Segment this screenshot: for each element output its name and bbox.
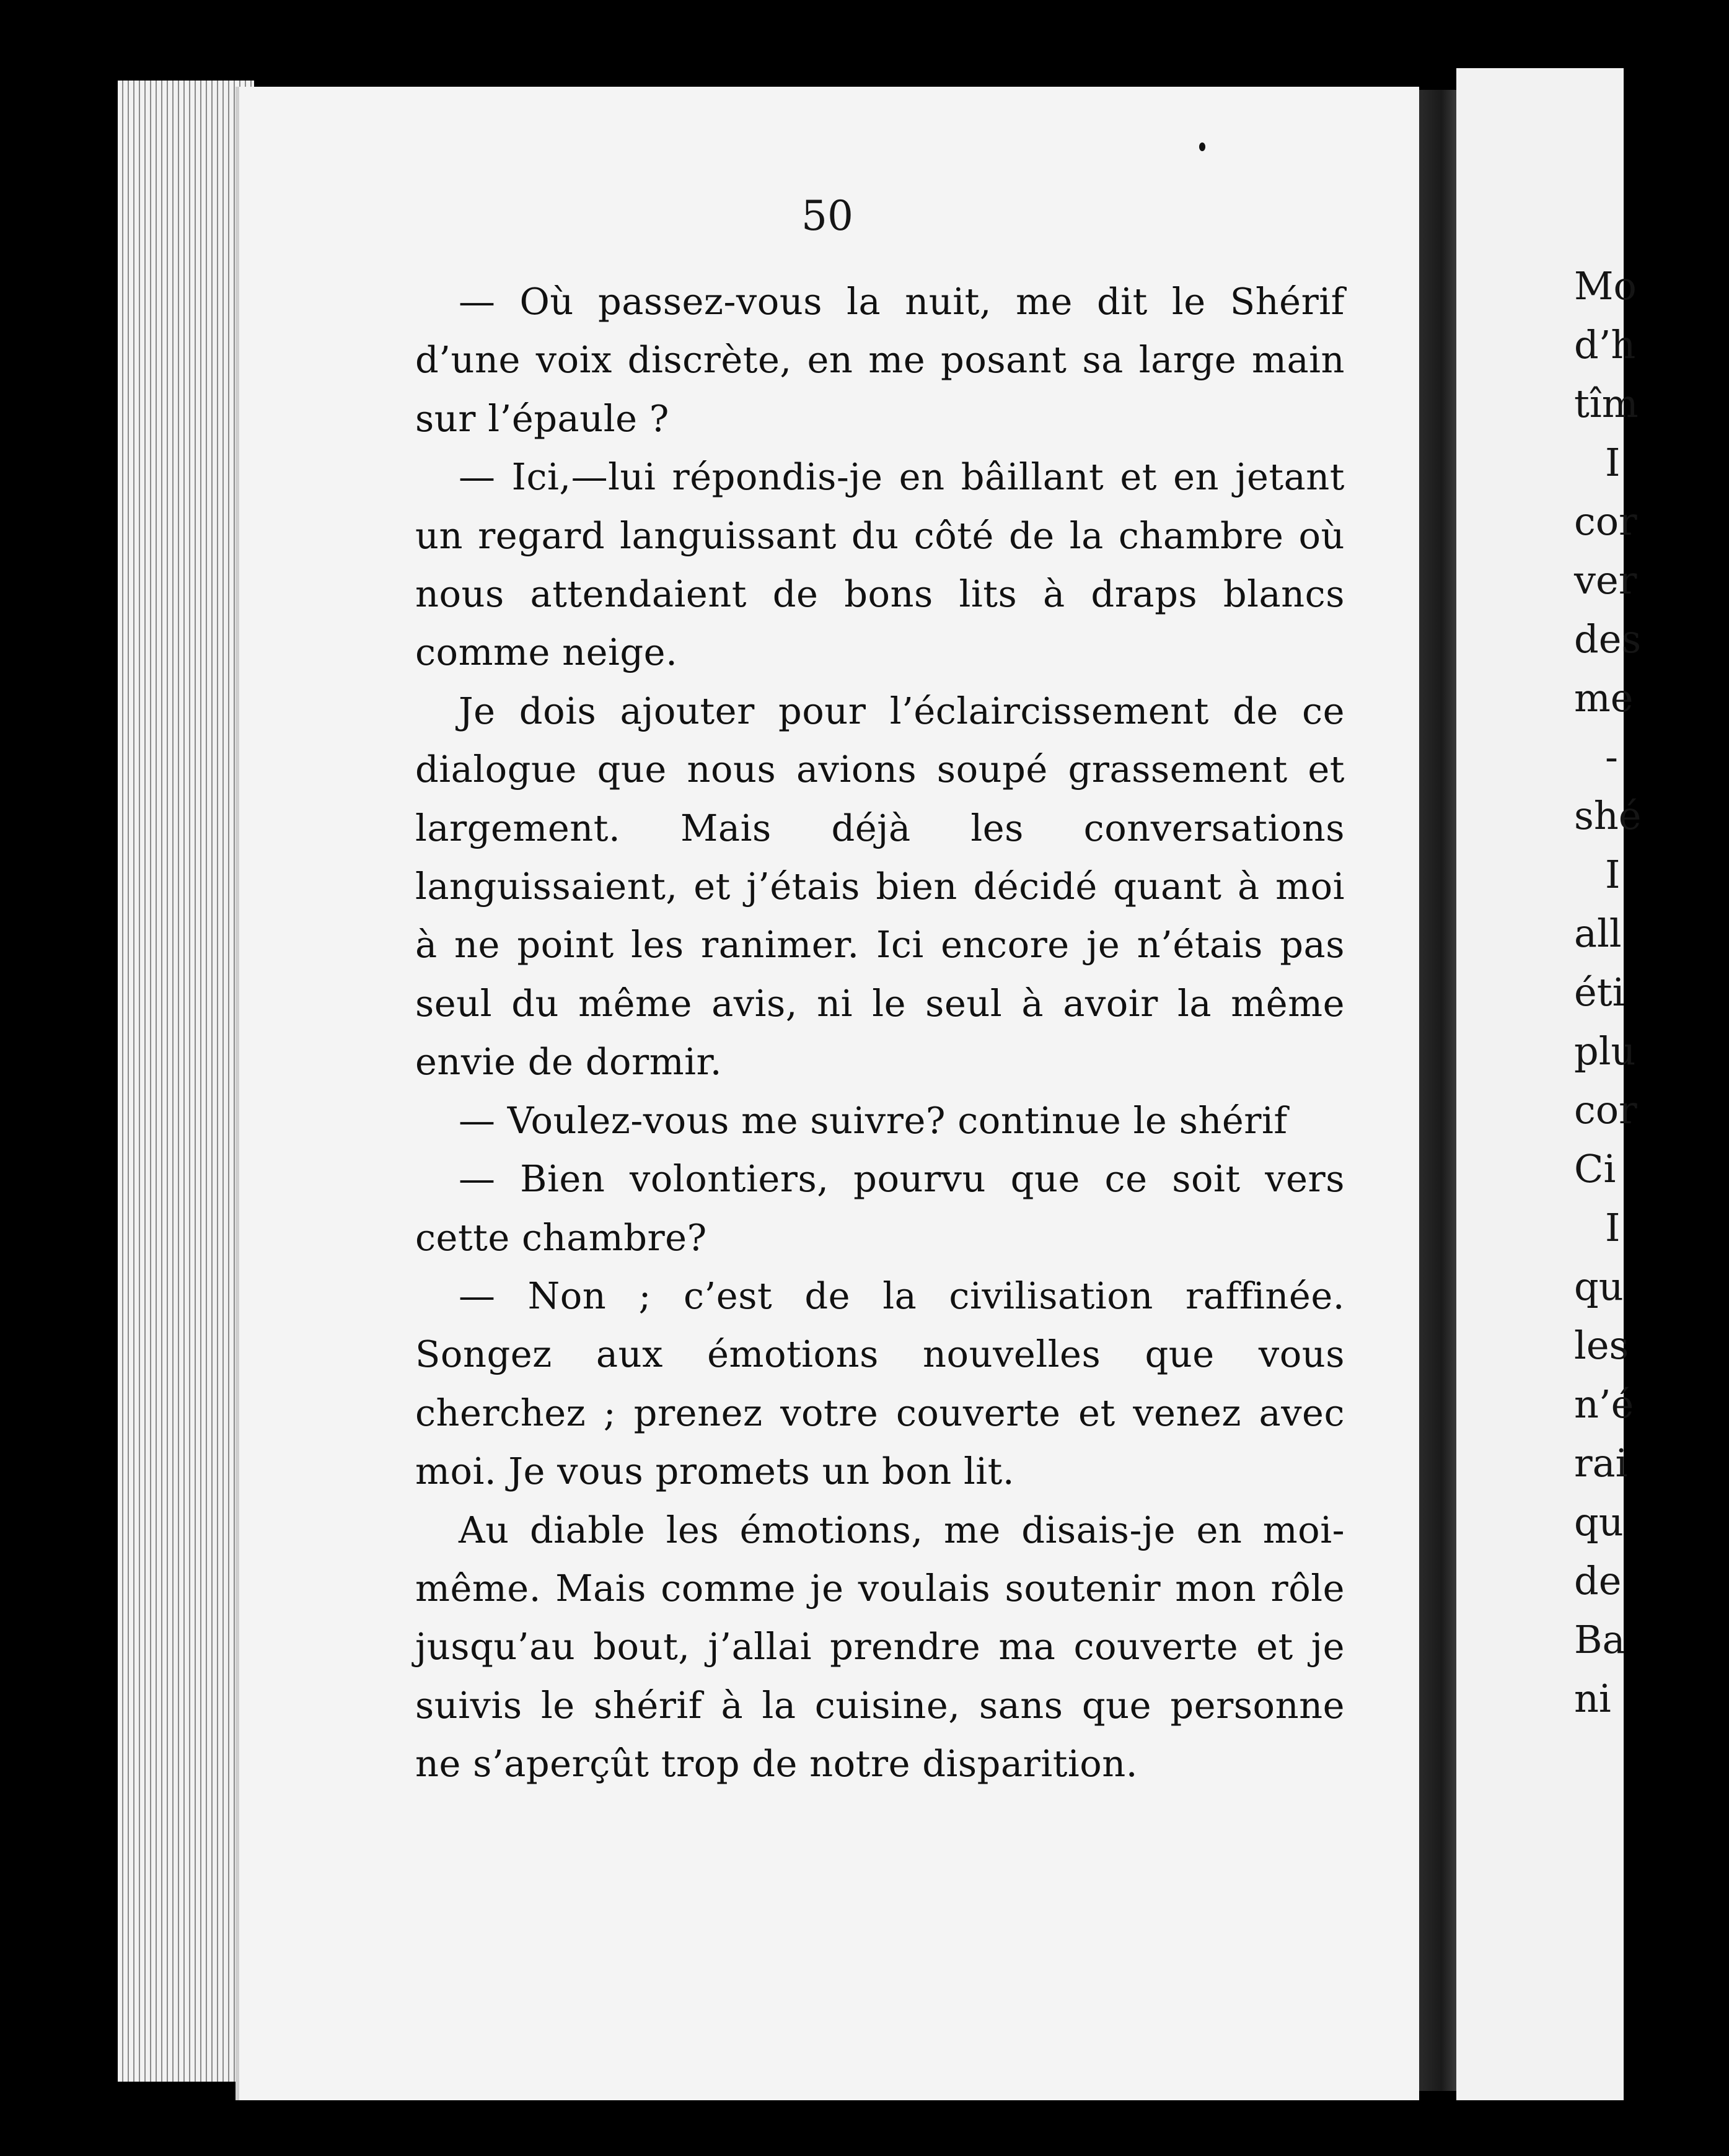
ink-speck [1199,142,1205,151]
paragraph: — Ici,—lui répondis-je en bâillant et en jetant un regard languissant du côté de la chambre où nous attendaient de bons lits à draps blancs comme neige. [415,455,1345,674]
next-page-line: I [1605,1205,1621,1250]
next-page-line: all [1574,911,1622,956]
next-page-line: me [1574,675,1634,721]
next-page-line: qu [1574,1264,1624,1309]
next-page-line: I [1605,440,1621,485]
paragraph: — Non ; c’est de la civilisation raffinée. Songez aux émotions nouvelles que vous cherchez ; prenez votre couverte et venez avec moi. Je vous promets un bon lit. [415,1274,1345,1493]
book-gutter [1419,90,1456,2091]
paragraph: — Où passez-vous la nuit, me dit le Shérif d’une voix discrète, en me posant sa large main sur l’épaule ? [415,280,1345,440]
next-page-line: d’h [1574,322,1636,367]
next-page-line: les [1574,1323,1629,1368]
paragraph: — Voulez-vous me suivre? continue le shérif [459,1098,1288,1142]
next-page-line: tîm [1574,381,1639,426]
next-page-line: éti [1574,970,1625,1015]
next-page-line: I [1605,852,1621,897]
next-page-line: cor [1574,1087,1637,1133]
next-page-line: Mo [1574,263,1637,309]
next-page-line: ver [1574,558,1637,603]
next-page-line: Ci [1574,1146,1616,1191]
next-page-line: n’é [1574,1382,1634,1427]
next-page-line: shé [1574,793,1642,838]
next-page-line: Ba [1574,1617,1626,1662]
next-page-line: - [1605,734,1618,779]
left-page [235,87,1419,2100]
next-page-line: rai [1574,1440,1628,1486]
next-page-line: qu [1574,1499,1624,1545]
next-page-line: ni [1574,1676,1611,1721]
paragraph: Au diable les émotions, me disais-je en moi-même. Mais comme je voulais soutenir mon rôle jusqu’au bout, j’allai prendre ma couverte et je suivis le shérif à la cuisine, sans que personne ne s’aperçût trop de notre disparition. [415,1508,1345,1786]
next-page-line: plu [1574,1028,1636,1074]
paragraph: Je dois ajouter pour l’éclaircissement de ce dialogue que nous avions soupé grassement et largement. Mais déjà les conversations languissaient, et j’étais bien décidé quant à moi à ne point les ranimer. Ici encore je n’étais pas seul du même avis, ni le seul à avoir la même envie de dormir. [415,689,1345,1084]
next-page-line: cor [1574,499,1637,544]
page-text [415,273,1345,1794]
right-page-fragment [1456,68,1642,2100]
next-page-line: de [1574,1558,1622,1603]
next-page-line: des [1574,616,1642,662]
page-number: 50 [801,192,853,240]
paragraph: — Bien volontiers, pourvu que ce soit vers cette chambre? [415,1157,1345,1259]
page-edges [118,81,254,2082]
